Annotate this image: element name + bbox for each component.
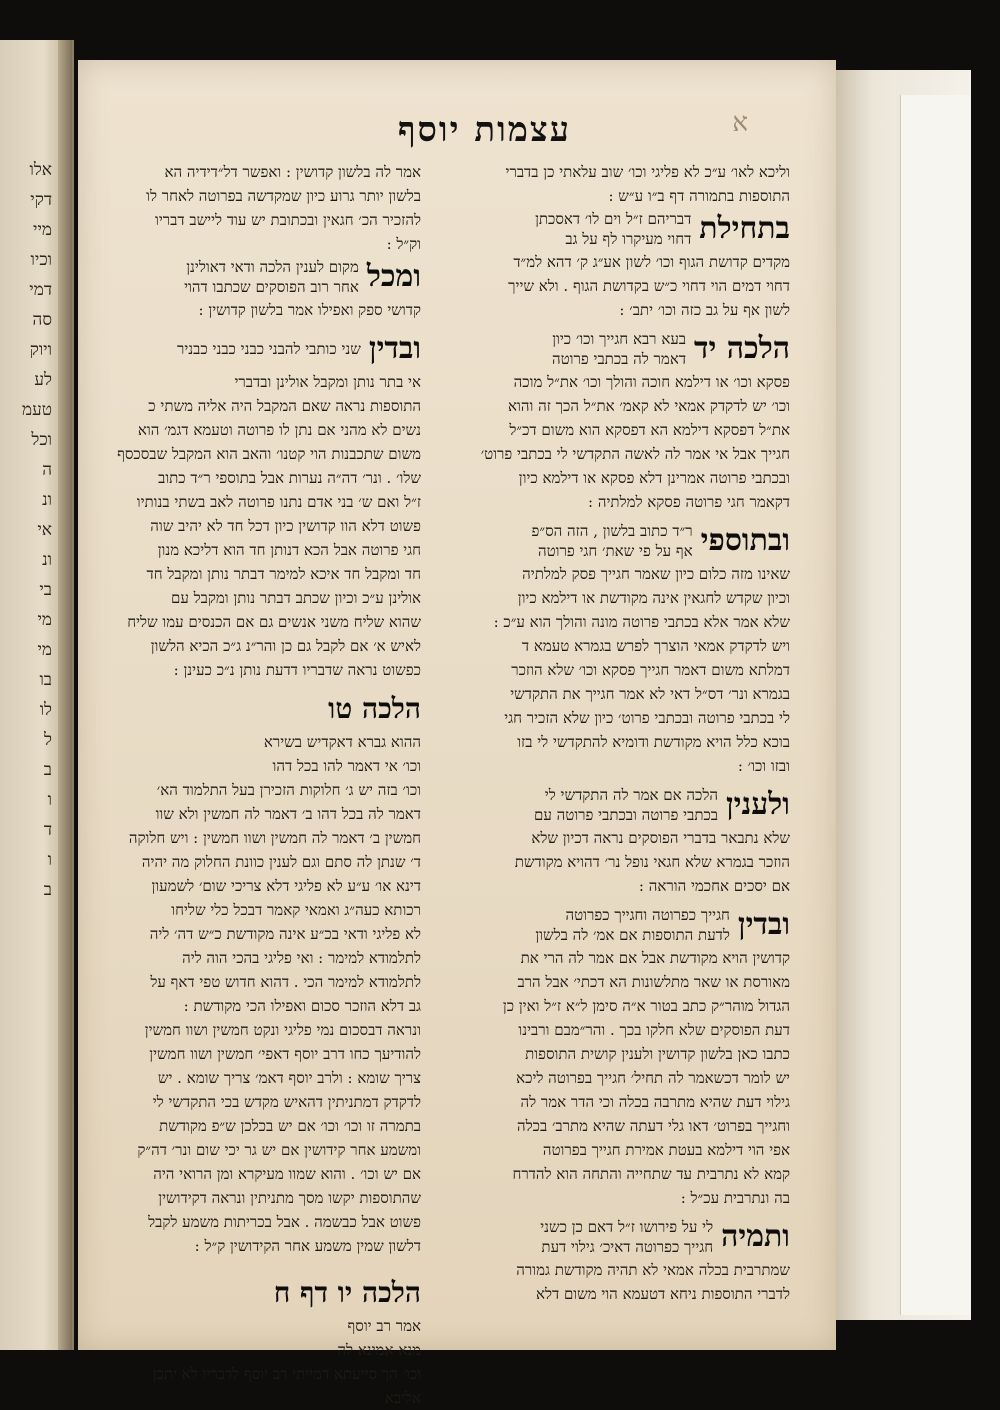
text-line: לדברי התוספות ניחא דטעמא הוי משום דלא xyxy=(535,1285,790,1303)
fragment: טעמ xyxy=(22,400,52,418)
text-line: חד ומקבל חד איכא למימר דבתר נותן ומקבל חד xyxy=(146,565,421,583)
text-line: גילוי דעת שהיא מתרבה בכלה וכי הדר אמר לה xyxy=(520,1093,790,1111)
text-line: קמא לא נתרבית עד שתחייה והתחה הוא להדרח xyxy=(512,1165,790,1183)
text-line: לשון אף על גב כזה וכו׳ יתב׳ : xyxy=(619,301,790,319)
text-line: לתלמודא למימר הכי . דהוא חדוש טפי דאף על xyxy=(150,973,421,991)
fragment: לו xyxy=(39,700,52,718)
block-heading-row xyxy=(435,1216,790,1258)
text-line: לדעת התוספות אם אמ׳ לה בלשון xyxy=(535,926,730,944)
text-line: מקדים קדושת הגוף וכו׳ לשון אע״ג ק׳ דהא למ״ד xyxy=(513,253,790,271)
halakha-heading: הלכה טו xyxy=(328,692,421,725)
text-line: רכותא כעה״ג ואמאי קאמר דבכל כלי שליחו xyxy=(171,901,421,919)
text-line: שלו׳ . ונר׳ דה״ה נערות אבל בתוספי ר״ד כתוב xyxy=(158,469,421,487)
heading-continuation xyxy=(534,785,718,825)
text-line: להודיעך כחו דרב יוסף דאפי׳ חמשין ושוו חמשין xyxy=(149,1045,421,1063)
text-line: אף על פי שאת׳ חגי פרוטה xyxy=(537,542,693,560)
block-heading-row xyxy=(91,328,421,370)
fragment: ונ xyxy=(42,490,52,508)
text-line: דחוי מעיקרו לף על גב xyxy=(565,230,692,248)
text-line: מנא אמינא לה xyxy=(337,1341,421,1359)
heading-continuation xyxy=(540,1217,713,1257)
fragment: וכל xyxy=(31,430,52,448)
text-line: ויש לדקדק אמאי הוצרך לפרש בגמרא טעמא ד xyxy=(521,637,790,655)
text-line: ז״ל ואם ש׳ בני אדם נתנו פרוטה לאב בשתי בנותיו xyxy=(136,493,421,511)
fragment: מי xyxy=(37,640,52,658)
text-line: דאמר לה בכל דהו ב׳ דאמר לה חמשין ולא שוו xyxy=(155,805,421,823)
text-line: כתבו כאן בלשון קדושין ולענין קושית התוספות xyxy=(525,1045,790,1063)
left-column xyxy=(91,160,421,1410)
text-line: וכו׳ הך סייעתא דמייתי רב יוסף לדבריו לא יתכן xyxy=(152,1365,421,1383)
text-line: וכו׳ יש לדקדק אמאי לא קאמ׳ את״ל הכך זה והוא xyxy=(508,397,790,415)
commentary-block xyxy=(435,1216,790,1306)
text-line: שהתוספות יקשו מסך מתניתין ונראה דקידושין xyxy=(158,1189,421,1207)
commentary-block xyxy=(435,328,790,514)
commentary-block xyxy=(91,328,421,682)
heading-continuation xyxy=(552,329,686,369)
page-header xyxy=(78,108,836,158)
bottom-block xyxy=(91,1272,421,1410)
text-line: דאמר לה בכתבי פרוטה xyxy=(551,350,687,368)
text-line: שהוא שליח משני אנשים גם אם הכנסים עמו שליח xyxy=(127,613,421,631)
text-line: התוספות בתמורה דף ב״ו ע״ש : xyxy=(608,187,790,205)
fragment: ד xyxy=(43,820,52,838)
text-line: ובזו וכו׳ : xyxy=(737,757,790,775)
text-line: ר״ד כתוב בלשון , הזה הס״פ xyxy=(531,522,693,540)
fragment: אלו xyxy=(29,160,52,178)
text-line: פשוט דלא הוו קדושין כיון דכל חד לא יהיב שוה xyxy=(150,517,421,535)
fragment: סה xyxy=(32,310,52,328)
text-line: בה ונתרבית עכ״ל : xyxy=(680,1189,790,1207)
text-line: ובכתבי פרוטה אמרינן דלא פסקא או דילמא כיון xyxy=(518,469,790,487)
text-line: אמר לה בלשון קדושין : ואפשר דל״דידיה הא xyxy=(164,163,421,181)
lemma-heading: ובדין xyxy=(737,907,790,942)
text-line: לדקדק דמתניתין דהאיש מקדש בכי התקדשי לי xyxy=(152,1093,421,1111)
text-line: דלשון שמין משמע אחר הקידושין ק״ל : xyxy=(194,1237,421,1255)
text-line: לי בכתבי פרוטה ובכתבי פרוט׳ כיון שלא הזכיר חגי xyxy=(504,709,790,727)
fragment: ויוק xyxy=(29,340,52,358)
text-line: שלא נתבאר בדברי הפוסקים נראה דכיון שלא xyxy=(531,829,790,847)
text-line: חמשין ב׳ דאמר לה חמשין ושוו חמשין : ויש חלוקה xyxy=(128,829,421,847)
text-line: אם יש וכו׳ . והוא שמוו מעיקרא ומן הרואי היה xyxy=(153,1165,421,1183)
fragment: ו xyxy=(47,850,52,868)
text-line: חגי פרוטה אבל הכא דנותן חד הוא דליכא מנון xyxy=(157,541,421,559)
text-line: בתמרה זו וכו׳ וכו׳ אם יש בכלכן ש״פ מקודשת xyxy=(159,1117,421,1135)
text-line: וכיון שקדש לחגאין אינה מקודשת או דילמא כיון xyxy=(517,589,790,607)
manuscript-page xyxy=(78,60,836,1407)
block-heading-row xyxy=(91,256,421,298)
heading-continuation xyxy=(535,209,691,249)
text-line: בלשון יותר גרוע כיון שמקדשה בפרוטה לאחר לו xyxy=(146,187,421,205)
text-line: אליבא xyxy=(384,1389,421,1407)
text-line: קדושי ספק ואפילו אמר בלשון קדושין : xyxy=(198,301,421,319)
text-line: ומשמע אחר קידושין אם יש גר יכי שום ונר׳ דה״ק xyxy=(137,1141,421,1159)
heading-continuation xyxy=(184,257,359,297)
text-line: כפשוט נראה שדבריו דדעת נותן נ״כ כעינן : xyxy=(173,661,421,679)
text-line: לאיש א׳ אם לקבל גם כן והר״נ ג״כ הכיא הלשון xyxy=(150,637,421,655)
fragment: ה xyxy=(42,460,52,478)
text-line: אם יסכים אחכמי הוראה : xyxy=(638,877,790,895)
text-line: חגייך אבל אי אמר לה לאשה התקדשי לי בכתבי פרוט׳ xyxy=(480,445,790,463)
text-line: דינא או׳ ע״ע לא פליגי דלא צריכי שום׳ לשמעון xyxy=(151,877,421,895)
section-gap xyxy=(91,1258,421,1272)
lemma-heading: ולענין xyxy=(726,787,790,822)
commentary-block xyxy=(435,208,790,322)
heading-continuation xyxy=(535,905,730,945)
text-line: מקום לענין הלכה ודאי דאולינן xyxy=(186,258,359,276)
running-title: עצמות יוסף xyxy=(397,110,571,150)
heading-continuation xyxy=(177,339,361,359)
text-line: דחוי דמים הוי דחוי כ״ש בקדושת הגוף . ולא שייך xyxy=(508,277,790,295)
text-line: לתלמודא למימר : ואי פליגי בהכי הוה ליה xyxy=(182,949,421,967)
text-line: אמר רב יוסף xyxy=(347,1317,421,1335)
text-line: הלכה אם אמר לה התקדשי לי xyxy=(544,786,719,804)
text-line: נשים לא מהני אם נתן לו פרוטה וטעמא דגמ׳ הוא xyxy=(137,421,421,439)
fragment: ו xyxy=(47,790,52,808)
fragment: בו xyxy=(39,670,52,688)
halakha-heading: הלכה יו דף ח xyxy=(273,1276,421,1309)
fragment: לע xyxy=(34,370,52,388)
text-line: אפי הוי דילמא בעטת אמירת חגייך בפרוטה xyxy=(542,1141,790,1159)
text-line: וכו׳ אי דאמר להו בכל דהו xyxy=(272,757,421,775)
text-line: בכתבי פרוטה ובכתבי פרוטה עם xyxy=(534,806,719,824)
text-line: צריך שומא : ולרב יוסף דאמ׳ צריך שומא . יש xyxy=(157,1069,421,1087)
text-line: גב דלא הוזכר סכום ואפילו הכי מקודשת : xyxy=(183,997,421,1015)
text-line: שאינו מזה כלום כיון שאמר חגייך פסק למלתיה xyxy=(522,565,790,583)
block-heading-row xyxy=(435,520,790,562)
fragment: וכיו xyxy=(30,250,52,268)
text-line: משום שתכבנות הוי קטנו׳ והאב הוא המקבל שבסכסף xyxy=(117,445,421,463)
text-line: קדושין הויא מקודשת אבל אם אמר לה הרי את xyxy=(520,949,790,967)
text-line: וק״ל : xyxy=(386,235,421,253)
text-line: הוזכר בגמרא שלא חגאי נופל נר׳ דהויא מקודשת xyxy=(514,853,790,871)
text-line: בעא רבא חגייך וכו׳ כיון xyxy=(552,330,687,348)
text-line: להזכיר הכ׳ חגאין ובכתובת יש עוד ליישב דבריו xyxy=(154,211,421,229)
commentary-block xyxy=(435,520,790,778)
text-line: אולינן ע״כ וכיון שכתב דבתר נותן ומקבל עם xyxy=(171,589,421,607)
page-stack-edge-inner xyxy=(900,95,971,1315)
lemma-heading: ותמיה xyxy=(721,1219,790,1254)
text-line: וליכא לאו׳ ע״כ לא פליגי וכו׳ שוב עלאתי כן בדברי xyxy=(505,163,790,181)
text-line: שני כותבי להבני כבני כבני כבניר xyxy=(177,340,361,358)
text-line: דבריהם ז״ל וים לו׳ דאסכתן xyxy=(535,210,692,228)
text-line: דעת הפוסקים שלא חלקו בכך . והר״מבם ורבינו xyxy=(518,1021,790,1039)
fragment: מיי xyxy=(33,220,52,238)
fragment: ב xyxy=(43,880,52,898)
text-line: פשוט אבל כבשמה . אבל בכריתות משמע לקבל xyxy=(148,1213,421,1231)
text-line: ד׳ שנתן לה סתם וגם לענין כוונת החלוק מה יהיה xyxy=(141,853,421,871)
fragment: דקי xyxy=(30,190,52,208)
right-column xyxy=(435,160,790,1312)
text-line: הגדול מוהר״ק כתב בטור א״ה סימן ל״א ז״ל ואין כן xyxy=(502,997,790,1015)
text-line: לי על פירושו ז״ל דאם כן כשני xyxy=(540,1218,714,1236)
lemma-heading: ובדין xyxy=(368,331,421,366)
heading-continuation xyxy=(532,521,693,561)
text-line: דמלתא משום דאמר חגייך פסקא וכו׳ שלא הוזכר xyxy=(511,661,790,679)
text-line: ונראה דבסכום נמי פליגי ונקט חמשין ושוו חמשין xyxy=(144,1021,421,1039)
text-line: התוספות נראה שאם המקבל היה אליה משתי כ xyxy=(148,397,421,415)
block-heading-row xyxy=(435,904,790,946)
text-line: שמתרבית בכלה אמאי לא תהיה מקודשת גמורה xyxy=(516,1261,790,1279)
lemma-heading: בתחילת xyxy=(699,211,790,246)
fragment: אי xyxy=(37,520,52,538)
block-heading-row xyxy=(435,784,790,826)
text-line: בוכא כלל הויא מקודשת ודומיא להתקדשי לי בזו xyxy=(517,733,790,751)
block-heading-row xyxy=(435,208,790,250)
fragment: ב xyxy=(43,760,52,778)
text-line: וכו׳ בזה יש ג׳ חלוקות הזכירן בעל התלמוד הא׳ xyxy=(156,781,421,799)
text-line: יש לומר דכשאמר לה תחיל׳ חגייך בפרוטה ליכא xyxy=(516,1069,790,1087)
text-line: מאורסת או שאר מתלשונות הא דכתי׳ אבל הרב xyxy=(517,973,790,991)
previous-page-text xyxy=(4,160,58,910)
fragment: מי xyxy=(37,610,52,628)
fragment: בי xyxy=(39,580,52,598)
lemma-heading: ומכל xyxy=(366,259,421,294)
text-line: פסקא וכו׳ או דילמא חוכה והולך וכו׳ את״ל מוכה xyxy=(513,373,790,391)
fragment: ונ xyxy=(42,550,52,568)
text-line: אחר רוב הפוסקים שכתבו דהוי xyxy=(184,278,359,296)
fragment: דמי xyxy=(29,280,52,298)
text-line: לא פליגי ודאי בכ״ע אינה מקודשת כ״ש דה׳ ליה xyxy=(149,925,421,943)
text-line: אי בתר נותן ומקבל אולינן ובדברי xyxy=(234,373,421,391)
lemma-heading: ובתוספי xyxy=(700,523,790,558)
book-gutter xyxy=(58,40,72,1350)
text-line: את״ל דפסקא דילמא הא דפסקא הוא משום דכ״ל xyxy=(509,421,790,439)
text-line: ההוא גברא דאקדיש בשירא xyxy=(263,733,421,751)
fragment: ל xyxy=(44,730,52,748)
folio-number: א xyxy=(732,108,748,138)
commentary-block xyxy=(435,904,790,1210)
text-line: וחגייך בפרוט׳ דאו גלי דעתה שהיא מתרב׳ בכלה xyxy=(516,1117,790,1135)
text-line: חגייך כפרוטה וחגייך כפרוטה xyxy=(565,906,730,924)
block-heading-row xyxy=(435,328,790,370)
text-line: בגמרא ונר׳ דס״ל דאי לא אמר חגייך את התקדשי xyxy=(510,685,790,703)
text-line: דקאמר חגי פרוטה פסקא למלתיה : xyxy=(588,493,790,511)
commentary-block xyxy=(435,784,790,898)
previous-page-edge xyxy=(0,40,74,1350)
text-line: שלא אמר אלא בכתבי פרוטה מונה והולך הוא ע״כ : xyxy=(493,613,790,631)
text-line: חגייך כפרוטה דאיכ׳ גילוי דעת xyxy=(541,1238,714,1256)
lemma-heading: הלכה יד xyxy=(694,331,790,366)
commentary-block xyxy=(91,256,421,322)
